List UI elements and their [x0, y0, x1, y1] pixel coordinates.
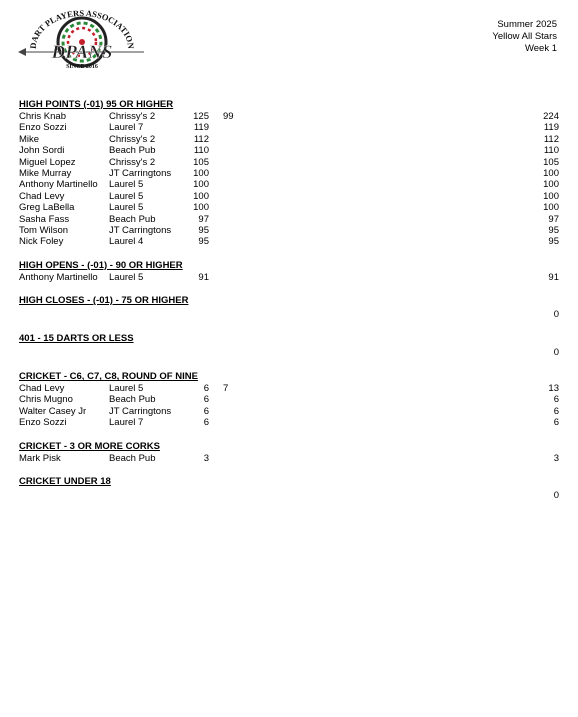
score-1: 3	[203, 452, 209, 464]
player-row	[19, 225, 559, 236]
player-name: Mike Murray	[19, 167, 72, 179]
score-1: 6	[203, 417, 209, 429]
season-label: Summer 2025	[497, 19, 557, 30]
team-name: Beach Pub	[109, 394, 156, 406]
row-total: 100	[543, 179, 559, 191]
team-name: Laurel 7	[109, 417, 144, 429]
score-1: 100	[193, 190, 209, 202]
row-total: 6	[553, 405, 559, 417]
player-row	[19, 453, 559, 464]
player-row	[19, 406, 559, 417]
row-total: 112	[543, 133, 559, 145]
section-title: CRICKET UNDER 18	[19, 476, 111, 488]
stat-section	[19, 441, 559, 464]
stat-section	[19, 333, 559, 359]
player-name: Chad Levy	[19, 190, 65, 202]
row-total: 13	[548, 383, 559, 395]
league-label: Yellow All Stars	[492, 31, 557, 42]
section-total: 0	[553, 309, 559, 321]
player-row	[19, 202, 559, 213]
stat-section	[19, 476, 559, 502]
score-1: 97	[198, 213, 209, 225]
player-name: Chris Knab	[19, 111, 66, 122]
player-name: Anthony Martinello	[19, 271, 98, 283]
section-title: HIGH CLOSES - (-01) - 75 OR HIGHER	[19, 295, 189, 307]
team-name: Chrissy's 2	[109, 133, 156, 145]
player-name: Mark Pisk	[19, 452, 61, 464]
player-name: Enzo Sozzi	[19, 417, 67, 429]
row-total: 100	[543, 190, 559, 202]
player-name: Sasha Fass	[19, 213, 70, 225]
stat-section	[19, 371, 559, 429]
score-1: 100	[193, 167, 209, 179]
team-name: Laurel 5	[109, 271, 144, 283]
player-name: John Sordi	[19, 145, 65, 157]
player-name: Tom Wilson	[19, 224, 69, 236]
team-name: Laurel 7	[109, 122, 144, 134]
team-name: JT Carringtons	[109, 167, 172, 179]
score-1: 6	[203, 394, 209, 406]
team-name: Beach Pub	[109, 213, 156, 225]
row-total: 91	[548, 271, 559, 283]
player-row	[19, 122, 559, 133]
score-1: 6	[203, 405, 209, 417]
player-name: Anthony Martinello	[19, 179, 98, 191]
section-total: 0	[553, 347, 559, 359]
section-title: CRICKET - C6, C7, C8, ROUND OF NINE	[19, 371, 198, 383]
section-title: HIGH POINTS (-01) 95 OR HIGHER	[19, 99, 174, 110]
team-name: Chrissy's 2	[109, 156, 156, 168]
team-name: Laurel 5	[109, 179, 144, 191]
player-row	[19, 383, 559, 394]
player-row	[19, 179, 559, 190]
row-total: 6	[553, 417, 559, 429]
score-1: 119	[193, 122, 209, 134]
player-row	[19, 191, 559, 202]
row-total: 95	[548, 224, 559, 236]
score-2: 7	[223, 383, 229, 395]
row-total: 3	[553, 452, 559, 464]
team-name: JT Carringtons	[109, 405, 172, 417]
team-name: Beach Pub	[109, 145, 156, 157]
report-header	[492, 19, 557, 55]
week-label: Week 1	[524, 43, 557, 54]
player-row	[19, 394, 559, 405]
score-1: 110	[193, 145, 209, 157]
section-title: CRICKET - 3 OR MORE CORKS	[19, 440, 160, 452]
score-1: 95	[198, 224, 209, 236]
player-row	[19, 417, 559, 428]
score-1: 100	[193, 202, 209, 214]
row-total: 100	[543, 167, 559, 179]
score-1: 112	[193, 133, 209, 145]
player-name: Miguel Lopez	[19, 156, 76, 168]
stat-section	[19, 295, 559, 321]
player-name: Mike	[19, 133, 40, 145]
dpans-logo	[16, 8, 148, 70]
player-row	[19, 157, 559, 168]
team-name: Laurel 5	[109, 383, 144, 395]
player-row	[19, 134, 559, 145]
player-name: Enzo Sozzi	[19, 122, 67, 134]
score-1: 105	[193, 156, 209, 168]
team-name: Laurel 4	[109, 236, 144, 248]
stats-report	[19, 99, 559, 514]
team-name: JT Carringtons	[109, 224, 172, 236]
score-2: 99	[223, 111, 234, 122]
row-total: 105	[543, 156, 559, 168]
team-name: Beach Pub	[109, 452, 156, 464]
score-1: 100	[193, 179, 209, 191]
player-row	[19, 111, 559, 122]
player-name: Nick Foley	[19, 236, 64, 248]
score-1: 95	[198, 236, 209, 248]
row-total: 119	[543, 122, 559, 134]
logo-arc-text: DART PLAYERS ASSOCIATION	[27, 8, 137, 50]
logo-main-text: DPANS	[51, 42, 113, 63]
row-total: 224	[543, 111, 559, 122]
player-row	[19, 145, 559, 156]
row-total: 95	[548, 236, 559, 248]
stat-section	[19, 99, 559, 248]
player-row	[19, 168, 559, 179]
row-total: 6	[553, 394, 559, 406]
player-row	[19, 214, 559, 225]
player-name: Chris Mugno	[19, 394, 73, 406]
score-1: 91	[198, 271, 209, 283]
row-total: 110	[543, 145, 559, 157]
player-name: Chad Levy	[19, 383, 65, 395]
team-name: Laurel 5	[109, 190, 144, 202]
section-title: 401 - 15 DARTS OR LESS	[19, 333, 134, 345]
player-name: Greg LaBella	[19, 202, 75, 214]
team-name: Laurel 5	[109, 202, 144, 214]
row-total: 100	[543, 202, 559, 214]
player-row	[19, 272, 559, 283]
row-total: 97	[548, 213, 559, 225]
team-name: Chrissy's 2	[109, 111, 156, 122]
score-1: 6	[203, 383, 209, 395]
stat-section	[19, 260, 559, 283]
player-row	[19, 236, 559, 247]
score-1: 125	[193, 111, 209, 122]
logo-since-text: SINCE 2016	[66, 64, 98, 70]
player-name: Walter Casey Jr	[19, 405, 87, 417]
section-total: 0	[553, 490, 559, 502]
section-title: HIGH OPENS - (-01) - 90 OR HIGHER	[19, 259, 183, 271]
